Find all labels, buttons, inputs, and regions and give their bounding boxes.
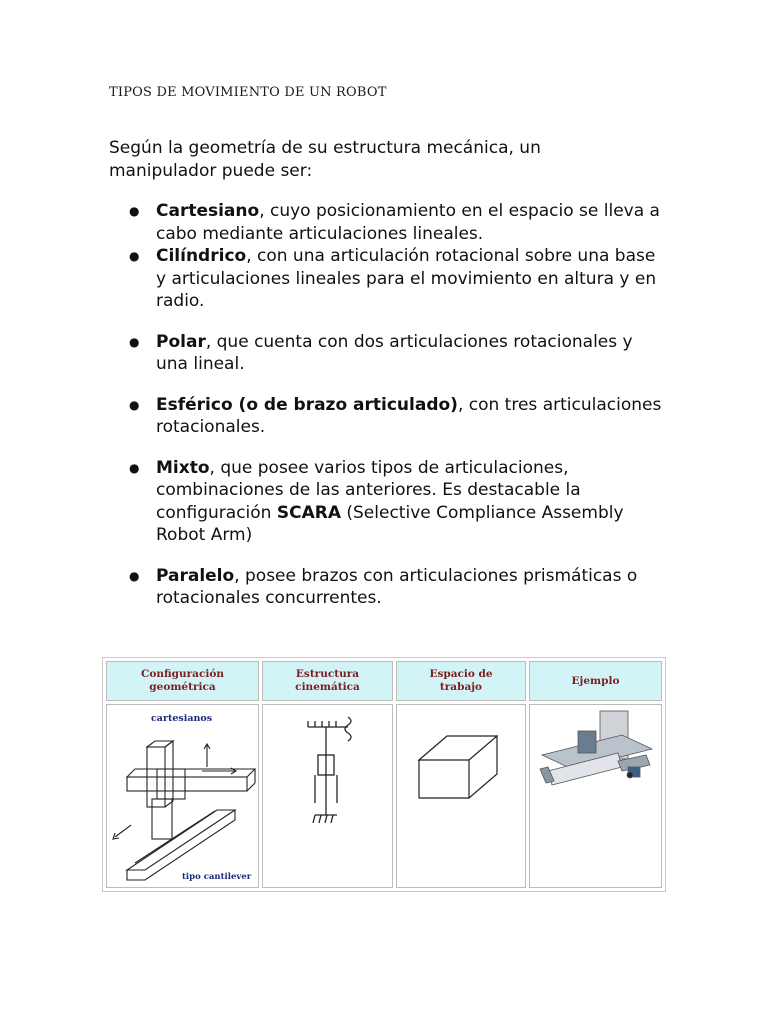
item-term: Mixto: [156, 457, 210, 478]
header-ejemplo: [529, 661, 662, 701]
item-term: Polar: [156, 331, 206, 352]
header-line: trabajo: [439, 681, 483, 693]
list-item-polar: [109, 331, 669, 376]
label-cartesianos: cartesianos: [151, 713, 213, 724]
intro-line-1: Según la geometría de su estructura mecánica, un: [109, 138, 541, 158]
robot-types-list: [109, 200, 669, 610]
cell-ejemplo: [529, 704, 662, 888]
header-line: cinemática: [295, 681, 360, 693]
item-description: , posee brazos con articulaciones prismáticas o rotacionales concurrentes.: [156, 565, 638, 608]
item-term: Paralelo: [156, 565, 235, 586]
list-item-mixto: [109, 457, 669, 547]
cell-espacio: [396, 704, 526, 888]
workspace-box-drawing: [397, 705, 525, 889]
item-description: , que cuenta con dos articulaciones rotacionales y una lineal.: [156, 331, 633, 374]
bullet-icon: ●: [129, 460, 140, 475]
header-line: Espacio de: [429, 668, 493, 680]
bullet-icon: ●: [129, 204, 140, 218]
header-line: Estructura: [295, 668, 360, 680]
kinematic-structure-drawing: [263, 705, 392, 889]
list-item-cartesiano: [109, 200, 669, 245]
item-description: , con tres articulaciones rotacionales.: [156, 394, 662, 437]
item-term: Cartesiano: [156, 201, 260, 221]
document-title: TIPOS DE MOVIMIENTO DE UN ROBOT: [109, 85, 387, 100]
bullet-icon: ●: [129, 568, 140, 583]
header-line: geométrica: [149, 681, 216, 693]
robot-config-table: [102, 657, 666, 892]
list-item-cilindrico: [109, 245, 669, 313]
label-tipo-cantilever: tipo cantilever: [182, 872, 252, 882]
cell-estructura: [262, 704, 393, 888]
bullet-icon: ●: [129, 334, 140, 349]
cell-configuracion: [106, 704, 259, 888]
bullet-icon: ●: [129, 397, 140, 412]
cartesian-robot-drawing: [107, 705, 258, 889]
header-line: Ejemplo: [571, 674, 620, 687]
intro-paragraph: [109, 137, 629, 183]
example-robot-image: [530, 705, 661, 889]
item-description: , cuyo posicionamiento en el espacio se lleva a cabo mediante articulaciones lineales.: [156, 201, 660, 244]
list-item-paralelo: [109, 565, 669, 610]
item-term: Cilíndrico: [156, 246, 247, 266]
list-item-esferico: [109, 394, 669, 439]
header-configuracion: [106, 661, 259, 701]
item-term-scara: SCARA: [276, 502, 341, 523]
header-line: Configuración: [141, 668, 224, 680]
item-description-a: , que posee varios tipos de articulaciones, combinaciones de las anteriores. Es destacable la configuración: [156, 457, 581, 523]
item-description: , con una articulación rotacional sobre una base y articulaciones lineales para el movimiento en altura y en radio.: [156, 246, 657, 311]
intro-line-2: manipulador puede ser:: [109, 161, 313, 181]
header-espacio: [396, 661, 526, 701]
bullet-icon: ●: [129, 249, 140, 263]
item-term: Esférico (o de brazo articulado): [156, 394, 458, 415]
item-description-b: (Selective Compliance Assembly Robot Arm): [156, 502, 624, 545]
header-estructura: [262, 661, 393, 701]
